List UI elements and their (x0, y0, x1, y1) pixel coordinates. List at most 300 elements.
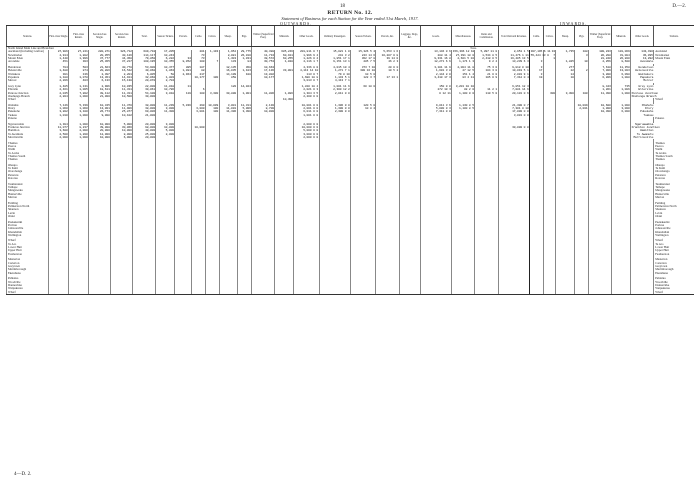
station-name: Otahuhu (7, 104, 49, 107)
table-cell: 16,405 13 5 (498, 57, 530, 60)
table-cell: 5,000 0 3 (420, 107, 452, 110)
table-cell (556, 291, 575, 295)
table-cell: 1,081 (175, 69, 192, 72)
table-cell: 3,000 0 0 (294, 133, 319, 136)
table-cell: 9,331 16 8 (420, 57, 452, 60)
table-cell (205, 291, 219, 295)
column-header: Calves. (543, 26, 556, 47)
table-cell: 60,006 (133, 110, 156, 113)
table-cell: 2,004 11 8 (452, 66, 475, 69)
table-cell: 34 (543, 50, 556, 53)
table-cell: 21,000 (133, 114, 156, 117)
table-cell: Ngaruawahia (631, 123, 654, 126)
table-cell: 2,704 (156, 79, 175, 82)
table-cell: 288 11 4 (420, 54, 452, 57)
table-cell: 1,000 (69, 123, 89, 126)
table-cell: 73 (192, 57, 206, 60)
station-name-right: Hunterville (654, 193, 694, 196)
table-cell: 243 14 6 (351, 54, 376, 57)
table-cell: 10,500 (111, 95, 133, 98)
table-cell: 12,271 6 6 (420, 60, 452, 63)
table-cell: 10,663 (252, 66, 275, 69)
table-cell: 885 (175, 66, 192, 69)
table-cell: 6,098 (612, 73, 631, 76)
table-cell: 20,070 (133, 79, 156, 82)
table-cell: 25,365 (89, 60, 111, 63)
table-cell: 11,001 (219, 107, 237, 110)
column-header: Total. (133, 26, 156, 47)
table-cell: 5,000 (156, 129, 175, 132)
table-cell: 1,086 (612, 88, 631, 91)
table-cell: 3,802 (49, 110, 69, 113)
table-cell: 2,906 (89, 85, 111, 88)
station-name: Waihi (7, 148, 49, 151)
column-header: Sheep. (219, 26, 237, 47)
table-cell: 1,088 (612, 76, 631, 79)
table-cell: 10,000 (89, 136, 111, 139)
table-cell: 37,777 (89, 57, 111, 60)
station-name-right: Martinborough (654, 268, 694, 271)
table-cell: 1,010 (49, 114, 69, 117)
table-cell: 13,003 (612, 69, 631, 72)
table-cell: Frankton Junction (631, 125, 660, 129)
column-header: Cattle. (192, 26, 206, 47)
table-cell: 87,986 (49, 50, 69, 53)
table-cell: 5,036 (175, 104, 192, 107)
table-cell: 20,055 (89, 54, 111, 57)
station-name: Khandallah (7, 231, 49, 234)
table-cell: 2,300 0 0 (319, 110, 351, 113)
table-cell: 11 2 1 (475, 88, 498, 91)
table-cell: 11,300 (156, 110, 175, 113)
table-cell: 4,113 7 1 (319, 79, 351, 82)
station-name-right: Marton (654, 196, 694, 199)
station-name-right: Otaki (654, 215, 694, 218)
table-cell: 307,195 6 11 (530, 50, 551, 54)
table-cell: 1,060 (49, 107, 69, 110)
station-name: Te Kuiti (7, 167, 49, 170)
table-cell: 38,000 (133, 104, 156, 107)
table-cell: 3,000 (156, 123, 175, 126)
station-name: Otaki (7, 215, 49, 218)
table-cell: 14,109 (219, 73, 237, 76)
table-cell: 1,226 0 4 (294, 57, 319, 60)
table-cell (111, 291, 133, 295)
table-cell: 27 12 5 (452, 69, 475, 72)
table-cell (319, 291, 351, 295)
table-cell: 6,000 (612, 110, 631, 113)
station-name-right: Johnsonville (654, 227, 694, 230)
table-cell: 3,300 (556, 92, 575, 95)
station-name-right: Rotorua (654, 177, 694, 180)
table-cell: 1,303 (219, 57, 237, 60)
station-name: Pukekohe (7, 110, 49, 113)
table-cell: 156,396 12 10 (452, 50, 475, 54)
table-body (7, 47, 695, 295)
table-cell: 1,000 (612, 92, 631, 95)
station-name: Hamilton (7, 129, 49, 132)
table-cell: 30,061 (133, 88, 156, 91)
station-name: Johnsonville (7, 227, 49, 230)
table-cell: 3 (530, 60, 544, 63)
table-cell (420, 291, 452, 295)
station-name-right: Taihape (654, 186, 694, 189)
table-cell: 2,000 (49, 136, 69, 139)
column-header: First-class Single. (49, 26, 69, 47)
table-cell: 26,773 (89, 110, 111, 113)
station-name-right: Wellington (654, 234, 694, 237)
table-cell: 2,000 0 0 (294, 123, 319, 126)
table-cell: 10,000 (252, 110, 275, 113)
table-cell: 2,601 5 10 (452, 57, 475, 60)
station-name-right: Otorohanga (654, 170, 694, 173)
station-name-right: Mount Eden (654, 57, 694, 60)
table-cell: 113 0 7 (294, 73, 319, 76)
table-cell: 10,000 (111, 129, 133, 132)
table-cell: 7,301 8 10 (498, 107, 530, 110)
table-cell: 33,001 (275, 69, 294, 72)
station-name: Thames (7, 142, 49, 145)
table-cell: 110 5 0 (475, 92, 498, 95)
table-cell: 11,300 (589, 92, 612, 95)
table-cell (219, 291, 237, 295)
table-cell (351, 291, 376, 295)
station-name: Wharf (7, 291, 49, 295)
table-cell: 17 13 1 (376, 76, 399, 79)
station-name: Eketahuna (7, 272, 49, 275)
table-cell: 10,177 (192, 76, 206, 79)
table-cell: 39,008 (89, 126, 111, 129)
table-cell: Grey Lynn (631, 85, 654, 88)
table-cell: 11,239 (156, 104, 175, 107)
page-code: D.—2. (672, 4, 686, 9)
table-cell: 1,952 (219, 50, 237, 53)
table-cell (252, 291, 275, 295)
table-cell: 17,136 (252, 69, 275, 72)
station-name-right (654, 83, 694, 85)
station-name-right: Paeroa (654, 145, 694, 148)
table-cell: 10,300 (275, 98, 294, 101)
table-cell: 37,217 (111, 60, 133, 63)
table-cell: 27,241 (69, 50, 89, 53)
table-cell: 362 17 8 (351, 57, 376, 60)
table-cell: 11,358 (612, 66, 631, 69)
table-cell: 1,130 8 5 (452, 104, 475, 107)
table-cell (192, 291, 206, 295)
table-cell: 4,015 10 4 (319, 66, 351, 69)
page-number: 18 (340, 4, 345, 9)
table-cell: 1,000 (612, 104, 631, 107)
table-cell: 10,102 (111, 114, 133, 117)
table-cell: 60 18 0 (351, 85, 376, 88)
station-name: Greytown (7, 265, 49, 268)
table-cell: 11,476 1 11 (498, 54, 530, 57)
table-cell: 1,271 7 1 (319, 69, 351, 72)
table-cell: 1,996 9 4 (294, 54, 319, 57)
table-cell: 300 16 10 (351, 69, 376, 72)
table-cell: 10,177 (252, 76, 275, 79)
table-cell: 38,572 (252, 57, 275, 60)
table-cell: 2,011 0 0 (319, 92, 351, 95)
table-cell: 10,000 (192, 126, 206, 129)
table-cell: 13,802 (252, 73, 275, 76)
table-cell: 7,009 (589, 69, 612, 72)
station-name: Putaruru (7, 174, 49, 177)
table-cell: 1,304 3 5 (294, 92, 319, 95)
station-name-right (654, 102, 694, 104)
table-cell: 14,024 (237, 85, 252, 88)
table-cell: 38,112 (89, 92, 111, 95)
column-header: Season Tickets. (351, 26, 376, 47)
table-cell: 1,031 (237, 57, 252, 60)
table-cell: 38,000 (133, 107, 156, 110)
table-cell: 100 (575, 92, 589, 95)
table-cell: 6,805 (133, 73, 156, 76)
table-cell (69, 291, 89, 295)
table-cell: 30,000 (133, 95, 156, 98)
table-cell: 108 (237, 73, 252, 76)
station-name-right: Dannevirke (654, 284, 694, 287)
table-cell: 4,336 8 0 (294, 66, 319, 69)
station-name: Woodville (7, 281, 49, 284)
table-cell: 31,084 (612, 54, 631, 57)
station-name: Grey Lynn (7, 85, 49, 88)
table-cell: 1,086 (275, 92, 294, 95)
table-cell: 53,900 (133, 66, 156, 69)
table-cell: 83 4 11 (452, 76, 475, 79)
table-cell: 1,028 (275, 60, 294, 63)
table-cell: 7,146 (49, 104, 69, 107)
return-subtitle: Statement of Business for each Station for the Year ended 31st March, 1917. (281, 16, 419, 21)
table-cell: 20,000 (89, 129, 111, 132)
table-cell: 1,440 (49, 57, 69, 60)
table-cell: 1,000 (589, 107, 612, 110)
station-name-right: Thames (654, 142, 694, 145)
table-cell: 34 (175, 57, 192, 60)
column-header: Rents and Commission. (475, 26, 498, 47)
column-header: Miscellaneous. (452, 26, 475, 47)
table-cell: 21,663 (89, 66, 111, 69)
station-name: Palmerston North (7, 205, 49, 208)
table-cell (575, 291, 589, 295)
table-cell: Papakura (631, 76, 654, 79)
table-cell: 79,850 (133, 57, 156, 60)
column-header: Second-class Single. (89, 26, 111, 47)
table-cell: 1,861 (589, 88, 612, 91)
table-cell: 20,000 (133, 123, 156, 126)
table-row (7, 291, 695, 295)
station-name: Lower Hutt (7, 246, 49, 249)
table-cell: 1,000 (69, 95, 89, 98)
table-cell: 3,100 (69, 110, 89, 113)
table-cell: 201,811 0 7 (294, 50, 319, 53)
table-cell: 2,200 0 0 (294, 95, 319, 98)
table-cell: 187 (192, 66, 206, 69)
column-header: Season Tickets. (156, 26, 175, 47)
station-name: Penrose Junction (7, 92, 49, 95)
table-cell: 1,103 (237, 69, 252, 72)
table-cell (89, 291, 111, 295)
table-cell: 98,000 (133, 126, 156, 129)
station-name: Feilding (7, 202, 49, 205)
station-name-right: Te Aro (654, 243, 694, 246)
table-cell: 100,833 (589, 50, 612, 53)
table-cell: 285 7 5 (351, 60, 376, 63)
table-cell: 1,188 (49, 76, 69, 79)
table-cell: 6,806 (589, 76, 612, 79)
table-cell: 10,300 (589, 110, 612, 113)
station-name: Henderson (7, 66, 49, 69)
table-cell: 1,306 0 0 (319, 104, 351, 107)
table-cell: 55,424 13 0 (530, 53, 549, 57)
station-name: Marton (7, 196, 49, 199)
table-cell (631, 291, 654, 295)
column-header: Stations. (654, 26, 694, 47)
table-cell: 784 (49, 66, 69, 69)
table-cell: 14 (556, 73, 575, 76)
table-cell: 5,897 11 0 (475, 50, 498, 53)
table-cell: 25,877 (111, 110, 133, 113)
table-cell: 303 (69, 60, 89, 63)
station-name-right: Wharf (654, 98, 694, 101)
table-cell: 3,001 (192, 110, 206, 113)
station-name: Thames South (7, 155, 49, 158)
table-cell: 1,534 8 5 (475, 54, 498, 57)
table-cell: 1,131 (69, 85, 89, 88)
table-cell (452, 291, 475, 295)
table-cell: 290 (192, 104, 206, 107)
table-cell: 1,300 0 0 (319, 107, 351, 110)
table-cell: 39 14 0 (376, 57, 399, 60)
station-name: Otorohanga (7, 170, 49, 173)
table-cell: Waitakere (631, 73, 654, 76)
table-cell: 2,300 12 2 (319, 88, 351, 91)
station-name-right: Levin (654, 212, 694, 215)
table-cell: 8,237 (69, 126, 89, 129)
station-name-right: Pokeno (654, 117, 694, 120)
table-cell: 1,200 (69, 133, 89, 136)
table-cell: 3 (575, 54, 589, 57)
table-cell: Avondale (631, 60, 654, 63)
table-cell: 3,001 (219, 104, 237, 107)
station-name-right: Te Kuiti (654, 167, 694, 170)
table-cell: 735 (612, 85, 631, 88)
table-cell: 403 (69, 79, 89, 82)
table-cell: 7,312 0 4 (498, 76, 530, 79)
table-cell: 5,000 0 0 (294, 129, 319, 132)
return-title: RETURN No. 12. (327, 10, 373, 16)
table-cell: 1,174 1 3 (452, 60, 475, 63)
table-cell: 21 0 0 (475, 73, 498, 76)
table-cell: 326,712 (111, 50, 133, 53)
station-name-right: Carterton (654, 262, 694, 265)
table-cell: 9,151 13 1 (319, 60, 351, 63)
table-cell: 20,101 0 6 (498, 92, 530, 95)
table-cell: 2,418 0 5 (475, 57, 498, 60)
table-cell (498, 291, 530, 295)
table-cell: 101,069 (612, 50, 631, 53)
table-cell: 10 5 0 (351, 73, 376, 76)
table-cell: Drury (631, 107, 654, 110)
table-cell: 2,000 (156, 133, 175, 136)
table-cell: 1,810 18 4 (294, 85, 319, 88)
table-cell: 10,000 0 0 (294, 126, 319, 129)
table-cell: 13,239 6 3 (498, 60, 530, 63)
table-cell: 1,001 11 6 (319, 85, 351, 88)
table-cell: 10 (556, 76, 575, 79)
table-cell: 10,009 (575, 104, 589, 107)
table-cell: 40,778 (111, 66, 133, 69)
table-cell: 0 12 11 (420, 92, 452, 95)
table-cell: 13,001 (89, 107, 111, 110)
station-name-right: Upper Hutt (654, 249, 694, 252)
table-cell: 11,806 (252, 92, 275, 95)
station-name: Onehunga Branch (7, 95, 49, 98)
table-cell: 217 (192, 73, 206, 76)
table-cell: 2,804 (49, 95, 69, 98)
outwards-label: OUTWARDS. (280, 21, 313, 26)
table-cell: 1,078 (69, 76, 89, 79)
station-name: Ohaupo (7, 164, 49, 167)
unit-label: Tons. (252, 47, 694, 51)
station-name: Mercer (7, 79, 49, 82)
table-cell: 21,000 (89, 95, 111, 98)
column-header: Cattle. (530, 26, 544, 47)
table-cell: 21,300 0 7 (498, 104, 530, 107)
table-cell: 7 (205, 60, 219, 63)
table-cell: 9,818 0 10 (498, 66, 530, 69)
table-cell: 22,000 (133, 85, 156, 88)
table-cell: 79 8 10 (319, 73, 351, 76)
table-cell: 2,000 0 0 (294, 136, 319, 139)
table-cell: 13,361 (89, 76, 111, 79)
table-cell: Helensville (631, 69, 654, 72)
table-cell: 88 (192, 69, 206, 72)
table-cell: 58 (156, 73, 175, 76)
table-cell: 3,600 (49, 129, 69, 132)
table-cell: 60,255 (275, 57, 294, 60)
table-cell (530, 291, 544, 295)
table-cell: 1,803 (156, 76, 175, 79)
station-name: Waipukurau (7, 287, 49, 290)
table-cell (237, 291, 252, 295)
table-cell: 86,208 (589, 54, 612, 57)
column-header: Pigs. (237, 26, 252, 47)
table-cell: 858 (219, 76, 237, 79)
table-cell: 40,060 (133, 69, 156, 72)
table-cell: 40,000 (133, 129, 156, 132)
table-cell: 1,601 3 8 (420, 69, 452, 72)
table-cell: Te Awamutu (631, 133, 654, 136)
column-header: Other Goods. (631, 26, 654, 47)
table-cell: 100 (192, 92, 206, 95)
table-cell: 16,035 (219, 69, 237, 72)
column-header: Timber (Superficial Feet). (252, 26, 275, 47)
station-name-right: Ohaupo (654, 164, 694, 167)
table-cell: 1,882 (69, 54, 89, 57)
table-cell: 2,964 (175, 73, 192, 76)
table-cell: 14,911 (111, 76, 133, 79)
table-cell: 1,100 8 5 (452, 107, 475, 110)
station-name: Thames (7, 158, 49, 161)
station-name: Upper Hutt (7, 249, 49, 252)
table-cell: Henderson (631, 66, 654, 69)
table-cell: 100,195 (133, 60, 156, 63)
column-header: Other Goods. (294, 26, 319, 47)
table-cell: 73 (192, 54, 206, 57)
table-cell: 3,800 (589, 73, 612, 76)
station-name-right: Shannon (654, 208, 694, 211)
